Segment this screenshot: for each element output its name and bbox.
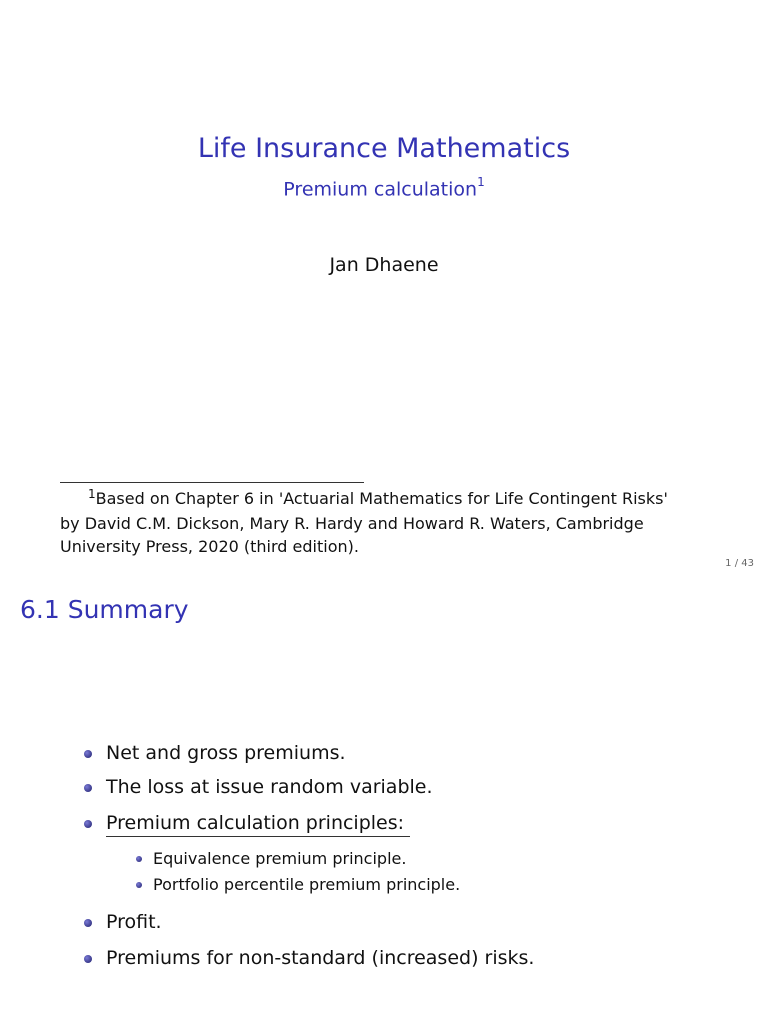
sub-list-item [153, 849, 406, 868]
author-name: Jan Dhaene [329, 254, 439, 276]
footnote-line-1 [60, 487, 740, 512]
bullet-icon [84, 955, 92, 963]
footnote-divider [60, 482, 364, 483]
list-item-text: Premium calculation principles: [106, 812, 410, 837]
list-item-text: The loss at issue random variable. [106, 776, 433, 798]
footnote-line-2: by David C.M. Dickson, Mary R. Hardy and Howard R. Waters, Cambridge [60, 514, 644, 533]
list-item [106, 947, 534, 969]
footnote-mark: 1 [88, 487, 96, 501]
bullet-icon [84, 820, 92, 828]
frame-title: 6.1 Summary [20, 595, 189, 624]
list-item-text: Premiums for non-standard (increased) risks. [106, 947, 535, 969]
list-item-text: Profit. [106, 911, 162, 933]
footnote-line-3: University Press, 2020 (third edition). [60, 537, 359, 556]
presentation-title: Life Insurance Mathematics [197, 133, 571, 164]
list-item-text: Net and gross premiums. [106, 742, 346, 764]
subtitle-text: Premium calculation [283, 178, 478, 201]
subtitle-footnote-mark: 1 [477, 175, 485, 189]
footnote-text-1: Based on Chapter 6 in 'Actuarial Mathematics for Life Contingent Risks' [95, 489, 668, 508]
list-item [106, 911, 162, 933]
sub-list-item [153, 875, 460, 894]
list-item [106, 812, 410, 834]
bullet-icon [136, 856, 142, 862]
summary-slide [0, 576, 768, 1024]
list-item [106, 742, 346, 764]
presentation-subtitle [0, 177, 768, 200]
bullet-icon [136, 882, 142, 888]
page-number: 1 / 43 [725, 558, 754, 569]
bullet-icon [84, 750, 92, 758]
bullet-icon [84, 784, 92, 792]
list-item [106, 776, 433, 798]
sub-list-item-text: Portfolio percentile premium principle. [153, 875, 461, 894]
bullet-icon [84, 919, 92, 927]
footnote [60, 487, 740, 558]
sub-list-item-text: Equivalence premium principle. [153, 849, 407, 868]
